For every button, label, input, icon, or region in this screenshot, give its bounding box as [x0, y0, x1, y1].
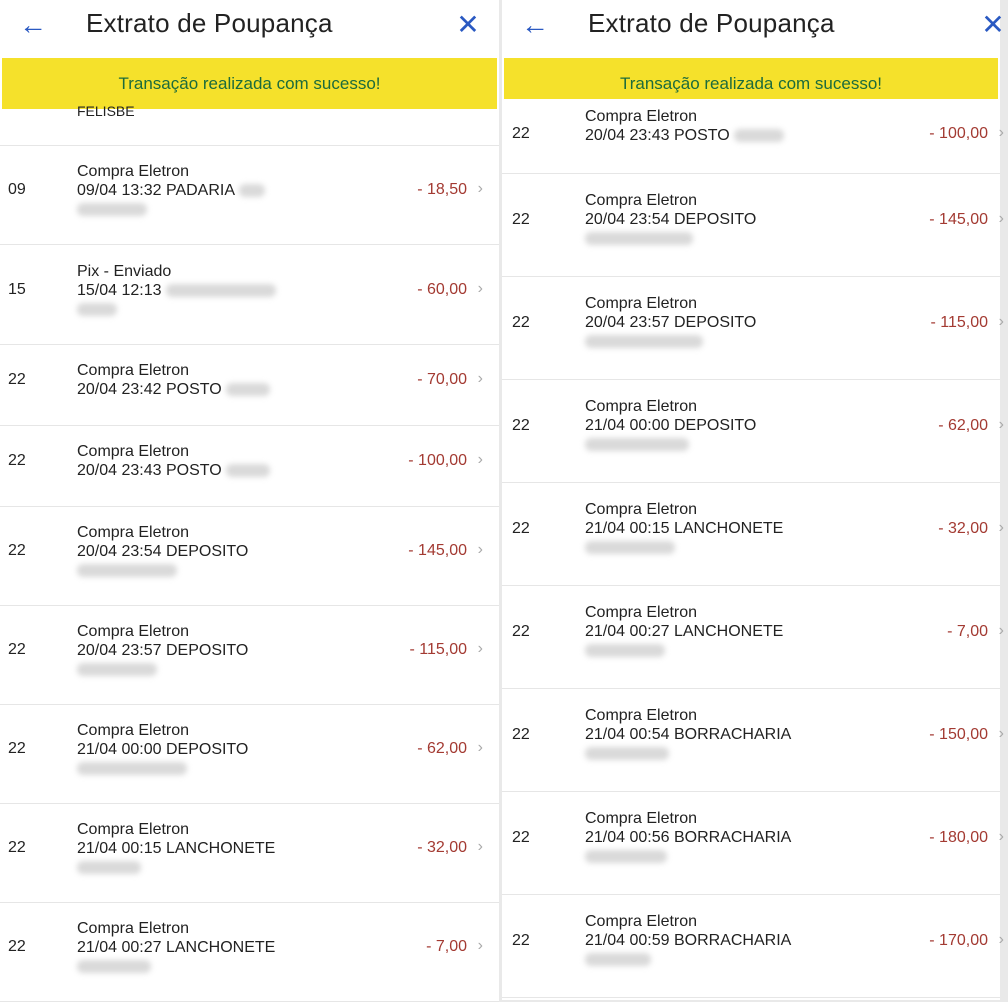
transaction-detail: 21/04 00:56 BORRACHARIA [585, 829, 792, 846]
transaction-amount: - 150,00 [929, 726, 988, 743]
transaction-type: Compra Eletron [585, 501, 698, 518]
table-row[interactable] [0, 804, 499, 903]
redacted-text [226, 464, 270, 477]
chevron-right-icon[interactable]: › [477, 541, 483, 558]
transaction-amount: - 60,00 [417, 281, 467, 298]
transaction-type: Compra Eletron [77, 623, 190, 640]
table-row[interactable] [0, 507, 499, 606]
transaction-type: Compra Eletron [77, 163, 190, 180]
success-banner: Transação realizada com sucesso! [2, 58, 497, 109]
transaction-description [77, 919, 275, 973]
transaction-day: 22 [512, 829, 530, 846]
table-row[interactable] [502, 895, 1004, 998]
transaction-day: 22 [8, 371, 26, 388]
transaction-type: Compra Eletron [585, 108, 698, 125]
transaction-amount: - 170,00 [929, 932, 988, 949]
transaction-amount: - 7,00 [947, 623, 988, 640]
transaction-type: Compra Eletron [585, 192, 698, 209]
transaction-type: Compra Eletron [77, 722, 190, 739]
chevron-right-icon[interactable]: › [998, 622, 1004, 639]
table-row[interactable] [502, 689, 1004, 792]
transaction-detail: 21/04 00:15 LANCHONETE [77, 840, 276, 857]
transaction-detail: 20/04 23:43 POSTO [585, 127, 730, 144]
table-row[interactable] [0, 426, 499, 507]
page-title: Extrato de Poupança [588, 8, 835, 38]
transaction-type: Pix - Enviado [77, 263, 172, 280]
transaction-type: Compra Eletron [77, 920, 190, 937]
transaction-day: 22 [512, 125, 530, 142]
transaction-detail: 20/04 23:54 DEPOSITO [585, 211, 757, 228]
transaction-type: Compra Eletron [585, 810, 698, 827]
transaction-type: Compra Eletron [585, 913, 698, 930]
close-icon[interactable]: ✕ [981, 9, 1005, 40]
chevron-right-icon[interactable]: › [998, 313, 1004, 330]
success-banner: Transação realizada com sucesso! [504, 58, 998, 109]
table-row[interactable] [502, 277, 1004, 380]
close-icon[interactable]: ✕ [456, 9, 480, 40]
transaction-description [585, 397, 756, 451]
redacted-text [585, 438, 689, 451]
redacted-text [585, 335, 703, 348]
transaction-detail: 21/04 00:00 DEPOSITO [585, 417, 757, 434]
chevron-right-icon[interactable]: › [477, 640, 483, 657]
transaction-amount: - 70,00 [417, 371, 467, 388]
transaction-detail: 20/04 23:57 DEPOSITO [77, 642, 249, 659]
transaction-description [77, 162, 265, 216]
table-row[interactable] [502, 483, 1004, 586]
table-row[interactable] [0, 345, 499, 426]
redacted-text [77, 960, 151, 973]
transaction-type: Compra Eletron [77, 362, 190, 379]
table-row[interactable] [0, 606, 499, 705]
header [0, 0, 499, 58]
redacted-text [77, 564, 177, 577]
transaction-day: 15 [8, 281, 26, 298]
redacted-text [77, 663, 157, 676]
transaction-detail: 20/04 23:43 POSTO [77, 462, 222, 479]
transaction-day: 22 [8, 839, 26, 856]
back-arrow-icon[interactable]: ← [521, 9, 549, 40]
chevron-right-icon[interactable]: › [477, 180, 483, 197]
left-screen [0, 0, 499, 1000]
chevron-right-icon[interactable]: › [998, 931, 1004, 948]
table-row[interactable] [0, 903, 499, 1002]
redacted-text [77, 203, 147, 216]
table-row[interactable] [0, 146, 499, 245]
transaction-description [77, 262, 276, 316]
chevron-right-icon[interactable]: › [477, 937, 483, 954]
transaction-day: 09 [8, 181, 26, 198]
transaction-detail: 20/04 23:42 POSTO [77, 381, 222, 398]
transaction-description [77, 820, 275, 874]
transaction-day: 22 [8, 938, 26, 955]
transaction-day: 22 [512, 726, 530, 743]
transaction-day: 22 [512, 314, 530, 331]
chevron-right-icon[interactable]: › [477, 451, 483, 468]
transaction-day: 22 [512, 520, 530, 537]
transaction-amount: - 18,50 [417, 181, 467, 198]
transaction-description [585, 107, 784, 145]
transaction-day: 22 [512, 932, 530, 949]
transaction-type: Compra Eletron [77, 524, 190, 541]
transaction-amount: - 7,00 [426, 938, 467, 955]
transaction-day: 22 [512, 417, 530, 434]
transaction-detail: 21/04 00:27 LANCHONETE [585, 623, 784, 640]
transaction-amount: - 32,00 [938, 520, 988, 537]
chevron-right-icon[interactable]: › [998, 124, 1004, 141]
table-row[interactable] [0, 705, 499, 804]
back-arrow-icon[interactable]: ← [19, 9, 47, 40]
transaction-detail: 21/04 00:59 BORRACHARIA [585, 932, 792, 949]
table-row[interactable] [502, 792, 1004, 895]
transaction-day: 22 [8, 740, 26, 757]
redacted-text [734, 129, 784, 142]
redacted-text [585, 953, 651, 966]
transaction-type: Compra Eletron [585, 398, 698, 415]
transaction-description [77, 721, 248, 775]
chevron-right-icon[interactable]: › [998, 210, 1004, 227]
transaction-type: Compra Eletron [585, 295, 698, 312]
transaction-amount: - 180,00 [929, 829, 988, 846]
transaction-description [77, 442, 270, 480]
transaction-description [77, 622, 248, 676]
redacted-text [585, 747, 669, 760]
redacted-text [585, 644, 665, 657]
transaction-description [585, 809, 791, 863]
chevron-right-icon[interactable]: › [998, 519, 1004, 536]
table-row[interactable] [502, 380, 1004, 483]
transaction-day: 22 [8, 452, 26, 469]
chevron-right-icon[interactable]: › [998, 725, 1004, 742]
list-item[interactable] [0, 103, 499, 146]
transaction-detail: 20/04 23:54 DEPOSITO [77, 543, 249, 560]
redacted-text [77, 762, 187, 775]
transaction-list[interactable] [502, 108, 1004, 1000]
page-title: Extrato de Poupança [86, 8, 333, 38]
chevron-right-icon[interactable]: › [477, 838, 483, 855]
transaction-day: 22 [512, 623, 530, 640]
chevron-right-icon[interactable]: › [477, 370, 483, 387]
transaction-amount: - 115,00 [930, 314, 988, 331]
transaction-detail: 15/04 12:13 [77, 282, 162, 299]
redacted-text [239, 184, 265, 197]
chevron-right-icon[interactable]: › [998, 828, 1004, 845]
transaction-amount: - 100,00 [408, 452, 467, 469]
transaction-description [585, 706, 791, 760]
transaction-description [585, 500, 783, 554]
transaction-type: Compra Eletron [585, 604, 698, 621]
transaction-amount: - 145,00 [408, 542, 467, 559]
transaction-description [585, 294, 756, 348]
transaction-description [585, 603, 783, 657]
table-row[interactable] [0, 245, 499, 345]
chevron-right-icon[interactable]: › [477, 280, 483, 297]
redacted-text [166, 284, 276, 297]
transaction-type: Compra Eletron [77, 821, 190, 838]
transaction-type: Compra Eletron [77, 443, 190, 460]
transaction-description [585, 191, 756, 245]
transaction-description [77, 523, 248, 577]
redacted-text [585, 541, 675, 554]
transaction-detail: 21/04 00:54 BORRACHARIA [585, 726, 792, 743]
chevron-right-icon[interactable]: › [477, 739, 483, 756]
transaction-amount: - 62,00 [938, 417, 988, 434]
transaction-detail: 21/04 00:27 LANCHONETE [77, 939, 276, 956]
right-screen [502, 0, 1005, 1000]
redacted-text [77, 303, 117, 316]
transaction-amount: - 115,00 [409, 641, 467, 658]
table-row[interactable] [502, 99, 1004, 174]
redacted-text [585, 850, 667, 863]
transaction-amount: - 62,00 [417, 740, 467, 757]
transaction-detail: 20/04 23:57 DEPOSITO [585, 314, 757, 331]
redacted-text [226, 383, 270, 396]
partial-description: FELISBE [77, 103, 135, 119]
table-row[interactable] [502, 174, 1004, 277]
transaction-day: 22 [8, 542, 26, 559]
transaction-day: 22 [8, 641, 26, 658]
chevron-right-icon[interactable]: › [998, 416, 1004, 433]
transaction-description [77, 361, 270, 399]
transaction-amount: - 100,00 [929, 125, 988, 142]
transaction-amount: - 145,00 [929, 211, 988, 228]
transaction-day: 22 [512, 211, 530, 228]
redacted-text [77, 861, 141, 874]
transaction-description [585, 912, 791, 966]
table-row[interactable] [502, 586, 1004, 689]
transaction-detail: 09/04 13:32 PADARIA [77, 182, 235, 199]
transaction-list[interactable] [0, 103, 499, 1000]
transaction-amount: - 32,00 [417, 839, 467, 856]
transaction-detail: 21/04 00:00 DEPOSITO [77, 741, 249, 758]
transaction-type: Compra Eletron [585, 707, 698, 724]
transaction-detail: 21/04 00:15 LANCHONETE [585, 520, 784, 537]
header [502, 0, 1005, 58]
redacted-text [585, 232, 693, 245]
